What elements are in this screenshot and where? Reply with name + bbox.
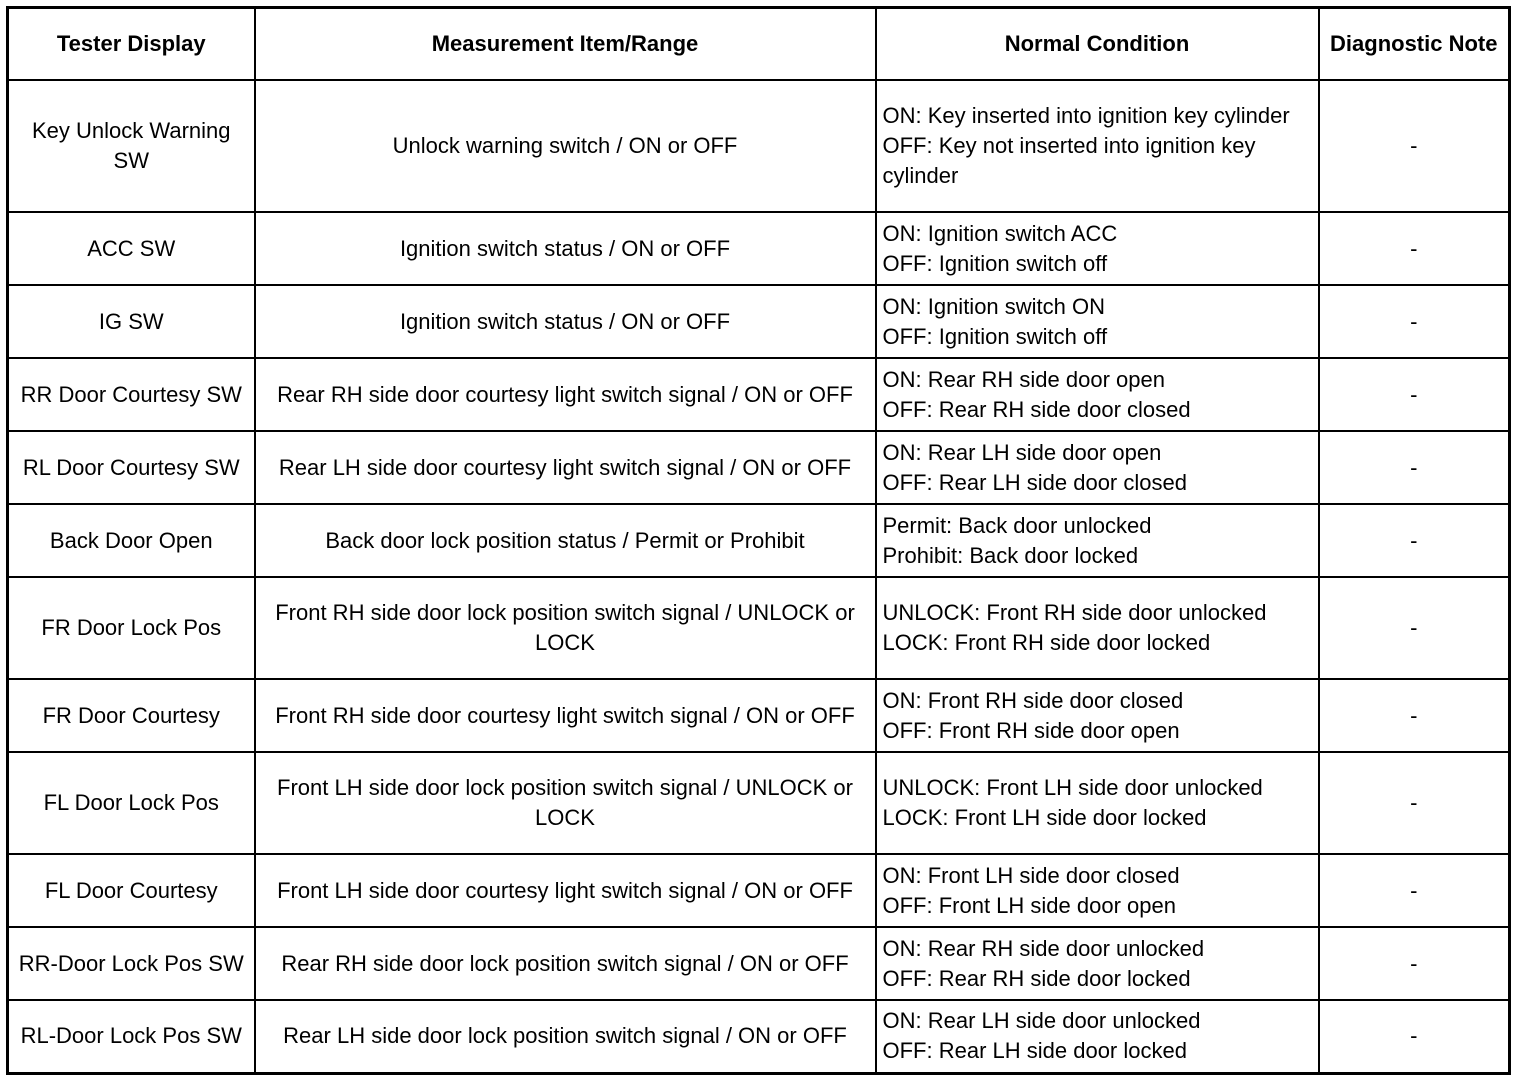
normal-condition-line: OFF: Ignition switch off bbox=[882, 323, 1108, 349]
diagnostic-note-cell: - bbox=[1319, 1000, 1510, 1073]
table-row bbox=[8, 212, 1510, 285]
table-row bbox=[8, 1000, 1510, 1073]
measurement-cell: Rear RH side door courtesy light switch signal / ON or OFF bbox=[255, 358, 876, 431]
measurement-cell: Rear LH side door courtesy light switch signal / ON or OFF bbox=[255, 431, 876, 504]
normal-condition-line: OFF: Rear RH side door closed bbox=[882, 396, 1191, 422]
normal-condition-line: UNLOCK: Front RH side door unlocked bbox=[882, 600, 1267, 625]
normal-condition-cell bbox=[876, 927, 1319, 1000]
normal-condition-cell bbox=[876, 1000, 1319, 1073]
normal-condition-line: OFF: Rear LH side door closed bbox=[882, 469, 1187, 495]
normal-condition-line: ON: Rear RH side door open bbox=[882, 366, 1165, 392]
normal-condition-cell bbox=[876, 854, 1319, 927]
measurement-cell: Front RH side door lock position switch signal / UNLOCK or LOCK bbox=[255, 577, 876, 679]
measurement-cell: Unlock warning switch / ON or OFF bbox=[255, 80, 876, 212]
table-row bbox=[8, 854, 1510, 927]
measurement-cell: Rear RH side door lock position switch signal / ON or OFF bbox=[255, 927, 876, 1000]
diagnostic-note-cell: - bbox=[1319, 577, 1510, 679]
diagnostic-note-cell: - bbox=[1319, 679, 1510, 752]
header-measurement: Measurement Item/Range bbox=[255, 8, 876, 81]
normal-condition-line: ON: Front LH side door closed bbox=[882, 862, 1180, 888]
normal-condition-line: ON: Rear LH side door unlocked bbox=[882, 1008, 1201, 1034]
normal-condition-cell bbox=[876, 358, 1319, 431]
measurement-cell: Ignition switch status / ON or OFF bbox=[255, 212, 876, 285]
normal-condition-line: ON: Rear RH side door unlocked bbox=[882, 935, 1205, 961]
normal-condition-line: OFF: Front LH side door open bbox=[882, 892, 1176, 918]
diagnostic-note-cell: - bbox=[1319, 504, 1510, 577]
data-list-table bbox=[6, 6, 1511, 1075]
table-row bbox=[8, 679, 1510, 752]
table-row bbox=[8, 80, 1510, 212]
tester-display-cell: FL Door Courtesy bbox=[8, 854, 255, 927]
normal-condition-cell bbox=[876, 504, 1319, 577]
diagnostic-note-cell: - bbox=[1319, 431, 1510, 504]
normal-condition-line: ON: Key inserted into ignition key cylinder bbox=[882, 103, 1290, 128]
normal-condition-cell bbox=[876, 212, 1319, 285]
normal-condition-cell bbox=[876, 577, 1319, 679]
table-row bbox=[8, 431, 1510, 504]
header-tester-display: Tester Display bbox=[8, 8, 255, 81]
header-diagnostic-note: Diagnostic Note bbox=[1319, 8, 1510, 81]
normal-condition-line: LOCK: Front RH side door locked bbox=[882, 630, 1211, 655]
tester-display-cell: FL Door Lock Pos bbox=[8, 752, 255, 854]
normal-condition-line: OFF: Ignition switch off bbox=[882, 250, 1108, 276]
table-row bbox=[8, 358, 1510, 431]
normal-condition-cell bbox=[876, 431, 1319, 504]
normal-condition-line: ON: Ignition switch ACC bbox=[882, 220, 1118, 246]
normal-condition-line: ON: Ignition switch ON bbox=[882, 293, 1106, 319]
tester-display-cell: RL-Door Lock Pos SW bbox=[8, 1000, 255, 1073]
measurement-cell: Front LH side door lock position switch signal / UNLOCK or LOCK bbox=[255, 752, 876, 854]
tester-display-cell: FR Door Lock Pos bbox=[8, 577, 255, 679]
tester-display-cell: RR Door Courtesy SW bbox=[8, 358, 255, 431]
measurement-cell: Front RH side door courtesy light switch signal / ON or OFF bbox=[255, 679, 876, 752]
normal-condition-line: LOCK: Front LH side door locked bbox=[882, 805, 1207, 830]
tester-display-cell: ACC SW bbox=[8, 212, 255, 285]
measurement-cell: Back door lock position status / Permit or Prohibit bbox=[255, 504, 876, 577]
tester-display-cell: Back Door Open bbox=[8, 504, 255, 577]
normal-condition-line: ON: Rear LH side door open bbox=[882, 439, 1162, 465]
tester-display-cell: FR Door Courtesy bbox=[8, 679, 255, 752]
diagnostic-note-cell: - bbox=[1319, 854, 1510, 927]
normal-condition-line: Prohibit: Back door locked bbox=[882, 542, 1139, 568]
normal-condition-line: OFF: Key not inserted into ignition key cylinder bbox=[882, 133, 1256, 188]
table-row bbox=[8, 504, 1510, 577]
normal-condition-line: OFF: Front RH side door open bbox=[882, 717, 1180, 743]
table-row bbox=[8, 285, 1510, 358]
normal-condition-cell bbox=[876, 679, 1319, 752]
tester-display-cell: IG SW bbox=[8, 285, 255, 358]
measurement-cell: Ignition switch status / ON or OFF bbox=[255, 285, 876, 358]
normal-condition-cell bbox=[876, 80, 1319, 212]
normal-condition-line: Permit: Back door unlocked bbox=[882, 512, 1152, 538]
header-normal-condition: Normal Condition bbox=[876, 8, 1319, 81]
table-row bbox=[8, 927, 1510, 1000]
table-row bbox=[8, 577, 1510, 679]
header-row bbox=[8, 8, 1510, 81]
normal-condition-line: OFF: Rear LH side door locked bbox=[882, 1038, 1187, 1064]
diagnostic-note-cell: - bbox=[1319, 752, 1510, 854]
diagnostic-note-cell: - bbox=[1319, 927, 1510, 1000]
normal-condition-line: OFF: Rear RH side door locked bbox=[882, 965, 1191, 991]
tester-display-cell: RR-Door Lock Pos SW bbox=[8, 927, 255, 1000]
normal-condition-cell bbox=[876, 285, 1319, 358]
tester-display-cell: Key Unlock Warning SW bbox=[8, 80, 255, 212]
diagnostic-note-cell: - bbox=[1319, 358, 1510, 431]
normal-condition-cell bbox=[876, 752, 1319, 854]
measurement-cell: Rear LH side door lock position switch signal / ON or OFF bbox=[255, 1000, 876, 1073]
normal-condition-line: ON: Front RH side door closed bbox=[882, 687, 1184, 713]
measurement-cell: Front LH side door courtesy light switch signal / ON or OFF bbox=[255, 854, 876, 927]
tester-display-cell: RL Door Courtesy SW bbox=[8, 431, 255, 504]
diagnostic-note-cell: - bbox=[1319, 80, 1510, 212]
normal-condition-line: UNLOCK: Front LH side door unlocked bbox=[882, 775, 1263, 800]
diagnostic-note-cell: - bbox=[1319, 285, 1510, 358]
diagnostic-note-cell: - bbox=[1319, 212, 1510, 285]
table-row bbox=[8, 752, 1510, 854]
